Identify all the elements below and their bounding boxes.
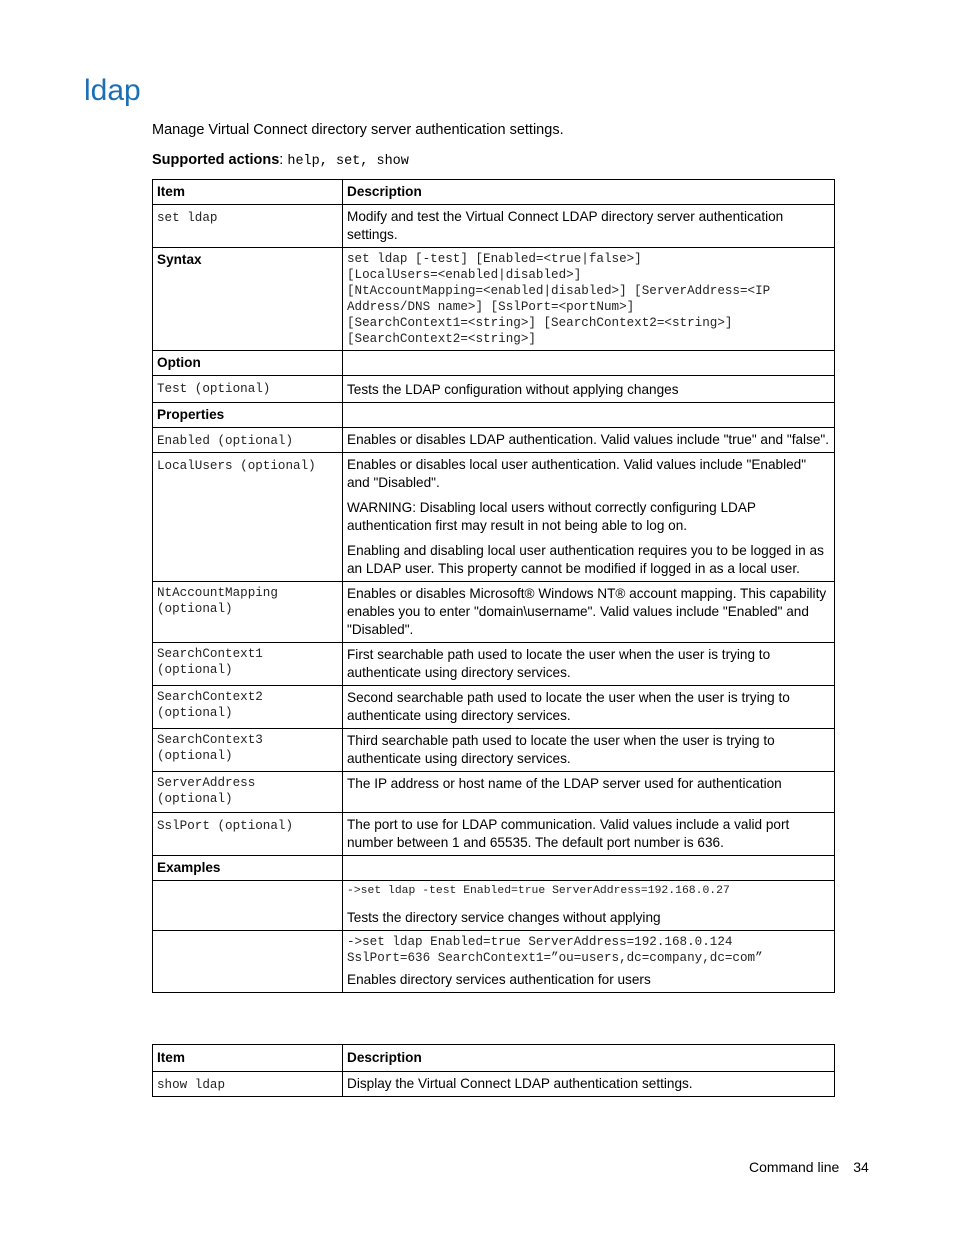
table-row bbox=[153, 453, 835, 582]
example-2-code-line: SslPort=636 SearchContext1=”ou=users,dc=company,dc=com” bbox=[347, 951, 763, 965]
table-row bbox=[153, 428, 835, 453]
syntax-code bbox=[343, 248, 835, 351]
set-ldap-description: Modify and test the Virtual Connect LDAP directory server authentication settings. bbox=[343, 205, 835, 248]
sc3-description: Third searchable path used to locate the user when the user is trying to authenticate using directory services. bbox=[343, 729, 835, 772]
table-row bbox=[153, 931, 835, 993]
example-1 bbox=[343, 881, 835, 931]
table-row bbox=[153, 772, 835, 813]
intro-text: Manage Virtual Connect directory server authentication settings. bbox=[152, 122, 564, 138]
sc1-item-optional: (optional) bbox=[157, 663, 233, 677]
localusers-para: Enabling and disabling local user authentication requires you to be logged in as an LDAP user. This property cannot be modified if logged in as a local user. bbox=[347, 543, 824, 576]
supported-actions-values: help, set, show bbox=[287, 154, 409, 169]
page-title: ldap bbox=[84, 74, 141, 107]
enabled-item: Enabled (optional) bbox=[157, 434, 294, 448]
header-description: Description bbox=[343, 180, 835, 205]
sc3-item: SearchContext3 bbox=[157, 733, 263, 747]
show-ldap-item: show ldap bbox=[157, 1078, 226, 1092]
ntaccount-item: NtAccountMapping bbox=[157, 586, 278, 600]
table-row bbox=[153, 1072, 835, 1097]
section-row bbox=[153, 403, 835, 428]
example-1-text: Tests the directory service changes without applying bbox=[347, 910, 661, 925]
example-2 bbox=[343, 931, 835, 993]
example-1-code: ->set ldap -test Enabled=true ServerAddress=192.168.0.27 bbox=[347, 885, 730, 897]
option-label: Option bbox=[153, 351, 343, 376]
table-row bbox=[153, 643, 835, 686]
serveraddress-item-optional: (optional) bbox=[157, 792, 233, 806]
properties-label: Properties bbox=[153, 403, 343, 428]
syntax-line: [NtAccountMapping=<enabled|disabled>] [ServerAddress=<IP bbox=[347, 284, 771, 298]
sslport-description: The port to use for LDAP communication. Valid values include a valid port number between 1 and 65535. The default port number is 636. bbox=[343, 813, 835, 856]
supported-actions bbox=[152, 152, 409, 169]
syntax-label: Syntax bbox=[153, 248, 343, 351]
ldap-show-table bbox=[152, 1044, 835, 1097]
serveraddress-description: The IP address or host name of the LDAP server used for authentication bbox=[343, 772, 835, 813]
test-item: Test (optional) bbox=[157, 382, 271, 396]
localusers-item: LocalUsers (optional) bbox=[157, 459, 316, 473]
syntax-line: Address/DNS name>] [SslPort=<portNum>] bbox=[347, 300, 635, 314]
header-item: Item bbox=[153, 1045, 343, 1072]
section-row bbox=[153, 856, 835, 881]
table-row bbox=[153, 248, 835, 351]
ldap-set-table bbox=[152, 179, 835, 993]
section-row bbox=[153, 351, 835, 376]
table-row bbox=[153, 205, 835, 248]
syntax-line: set ldap [-test] [Enabled=<true|false>] bbox=[347, 252, 642, 266]
enabled-description: Enables or disables LDAP authentication. Valid values include "true" and "false". bbox=[343, 428, 835, 453]
page-number: 34 bbox=[853, 1159, 869, 1175]
table-row bbox=[153, 813, 835, 856]
sc3-item-optional: (optional) bbox=[157, 749, 233, 763]
supported-actions-label: Supported actions bbox=[152, 152, 280, 168]
serveraddress-item: ServerAddress bbox=[157, 776, 256, 790]
sc1-description: First searchable path used to locate the user when the user is trying to authenticate using directory services. bbox=[343, 643, 835, 686]
syntax-line: [SearchContext1=<string>] [SearchContext2=<string>] bbox=[347, 316, 733, 330]
ntaccount-description: Enables or disables Microsoft® Windows NT® account mapping. This capability enables you to enter "domain\username". Valid values include "Enabled" and "Disabled". bbox=[343, 582, 835, 643]
header-item: Item bbox=[153, 180, 343, 205]
syntax-line: [SearchContext2=<string>] bbox=[347, 332, 536, 346]
show-ldap-description: Display the Virtual Connect LDAP authentication settings. bbox=[343, 1072, 835, 1097]
example-2-text: Enables directory services authentication for users bbox=[347, 972, 651, 987]
sc2-item-optional: (optional) bbox=[157, 706, 233, 720]
localusers-warning: WARNING: Disabling local users without correctly configuring LDAP authentication first may result in not being able to log on. bbox=[347, 500, 756, 533]
example-2-code-line: ->set ldap Enabled=true ServerAddress=192.168.0.124 bbox=[347, 935, 733, 949]
table-row bbox=[153, 582, 835, 643]
table-row bbox=[153, 686, 835, 729]
sc2-item: SearchContext2 bbox=[157, 690, 263, 704]
table-header-row bbox=[153, 180, 835, 205]
table-row bbox=[153, 729, 835, 772]
sc2-description: Second searchable path used to locate the user when the user is trying to authenticate using directory services. bbox=[343, 686, 835, 729]
localusers-para: Enables or disables local user authentication. Valid values include "Enabled" and "Disabled". bbox=[347, 457, 807, 490]
table-header-row bbox=[153, 1045, 835, 1072]
examples-label: Examples bbox=[153, 856, 343, 881]
ntaccount-item-optional: (optional) bbox=[157, 602, 233, 616]
sslport-item: SslPort (optional) bbox=[157, 819, 294, 833]
syntax-line: [LocalUsers=<enabled|disabled>] bbox=[347, 268, 582, 282]
footer-section: Command line bbox=[749, 1159, 840, 1175]
localusers-description bbox=[343, 453, 835, 582]
table-row bbox=[153, 881, 835, 931]
page-footer bbox=[749, 1159, 869, 1175]
header-description: Description bbox=[343, 1045, 835, 1072]
set-ldap-item: set ldap bbox=[157, 211, 218, 225]
supported-actions-colon: : bbox=[279, 152, 284, 168]
sc1-item: SearchContext1 bbox=[157, 647, 263, 661]
test-description: Tests the LDAP configuration without applying changes bbox=[343, 376, 835, 403]
table-row bbox=[153, 376, 835, 403]
